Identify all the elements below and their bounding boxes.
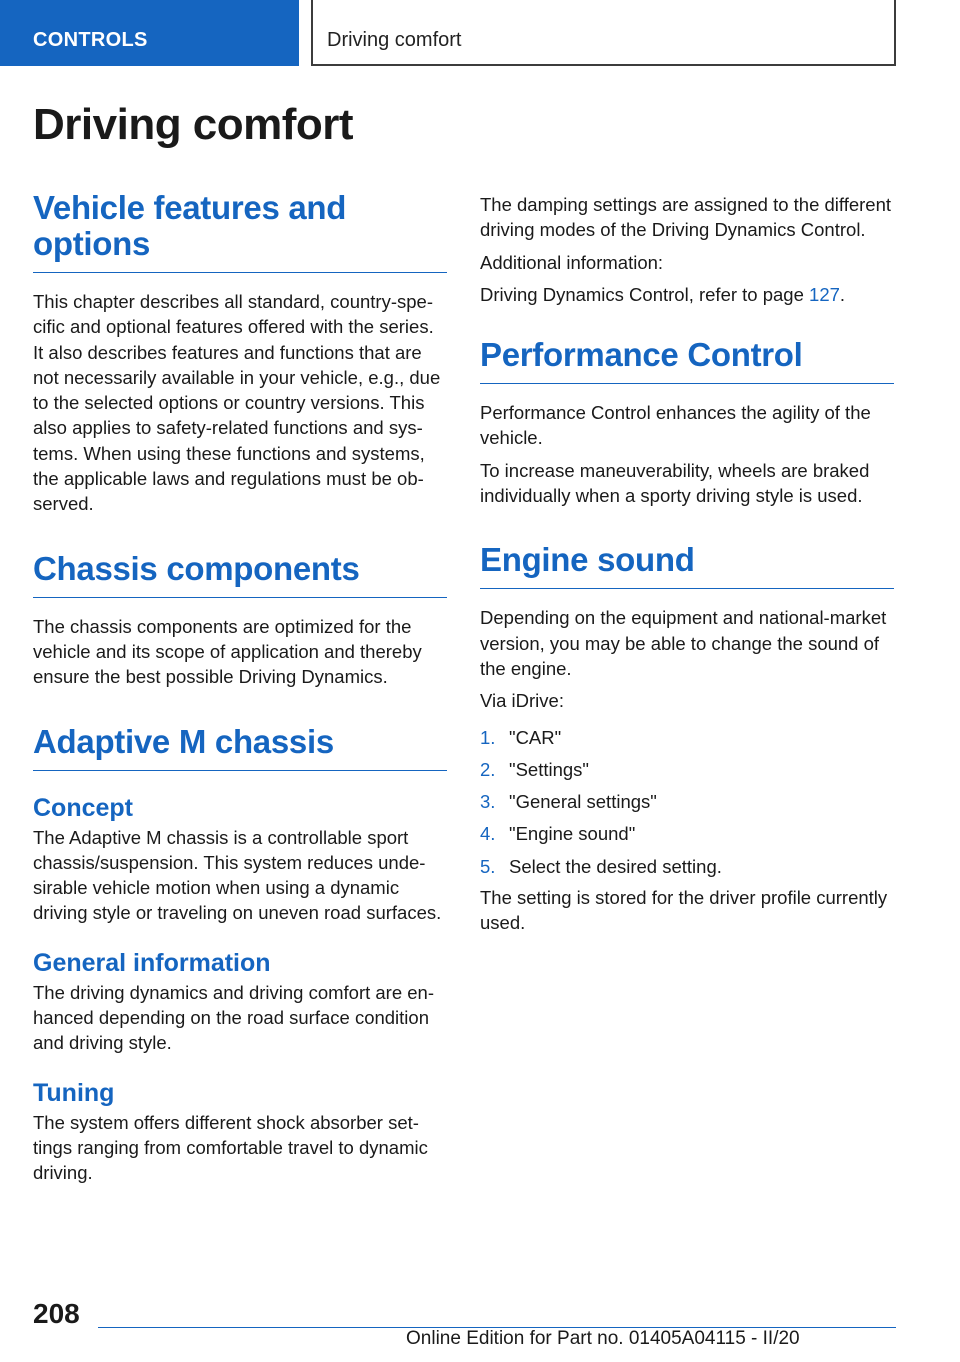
list-item [480, 851, 894, 883]
list-item [480, 722, 894, 754]
page-reference-end: . [839, 283, 846, 305]
step-text: "CAR" [509, 726, 562, 748]
chassis-components-text: The chassis components are optimized for the vehicle and its scope of application and thereby ensure the best possible Driving Dynamics. [33, 615, 422, 688]
step-text: "General settings" [509, 791, 657, 813]
step-number: 1. [480, 726, 496, 748]
section-tab [0, 0, 299, 66]
concept-text: The Adaptive M chassis is a controllable sport chassis/suspension. This system reduces undesirable vehicle motion when using a dynamic driving style or traveling on uneven road surfaces. [33, 826, 442, 924]
subheading-tuning: Tuning [33, 1078, 115, 1107]
list-item [480, 786, 894, 818]
step-number: 4. [480, 823, 496, 845]
subheading-concept: Concept [33, 793, 133, 822]
right-column [480, 192, 894, 936]
engine-sound-closing-text: The setting is stored for the driver profile currently used. [480, 887, 888, 934]
step-number: 5. [480, 855, 496, 877]
performance-control-text-2: To increase maneuverability, wheels are braked individually when a sporty driving style is used. [480, 459, 870, 507]
left-column [33, 190, 447, 1186]
heading-performance-control: Performance Control [480, 337, 894, 384]
footer-edition: Online Edition for Part no. 01405A04115 - II/20 [406, 1328, 800, 1349]
performance-control-text-1: Performance Control enhances the agility of the vehicle. [480, 402, 871, 449]
page-title: Driving comfort [33, 100, 354, 149]
general-information-text: The driving dynamics and driving comfort are enhanced depending on the road surface condition and driving style. [33, 981, 435, 1054]
list-item [480, 754, 894, 786]
heading-chassis-components: Chassis components [33, 551, 447, 598]
heading-vehicle-features [33, 190, 447, 273]
list-item [480, 818, 894, 850]
damping-text: The damping settings are assigned to the different driving modes of the Driving Dynamics Control. [480, 194, 892, 241]
engine-sound-steps [480, 722, 894, 883]
heading-vehicle-features-line2: options [33, 225, 151, 262]
step-text: "Settings" [509, 758, 589, 780]
heading-adaptive-m-chassis: Adaptive M chassis [33, 724, 447, 771]
step-text: "Engine sound" [509, 823, 636, 845]
chapter-header [311, 0, 896, 66]
via-idrive-label: Via iDrive: [480, 690, 564, 712]
additional-info-label: Additional information: [480, 251, 664, 273]
page-reference-link[interactable]: 127 [809, 283, 840, 305]
step-number: 2. [480, 758, 496, 780]
section-label: CONTROLS [33, 29, 148, 51]
page-number: 208 [33, 1298, 80, 1329]
subheading-general-information: General information [33, 948, 271, 977]
heading-vehicle-features-line1: Vehicle features and [33, 189, 347, 226]
chapter-title: Driving comfort [327, 29, 462, 51]
vehicle-features-text: This chapter describes all standard, country-specific and optional features offered with the series. It also describes features and functions that are not necessarily available in your vehicle, e.g., due to the selected options or country versions. This also applies to safety-related functions and systems. When using these functions and systems, the applicable laws and regulations must be observed. [33, 291, 441, 515]
engine-sound-text: Depending on the equipment and national-market version, you may be able to change the sound of the engine. [480, 607, 887, 679]
step-text: Select the desired setting. [509, 855, 722, 877]
step-number: 3. [480, 791, 496, 813]
page-reference [480, 282, 894, 307]
page-reference-text: Driving Dynamics Control, refer to page [480, 283, 810, 305]
heading-engine-sound: Engine sound [480, 542, 894, 589]
tuning-text: The system offers different shock absorber settings ranging from comfortable travel to dynamic driving. [33, 1111, 428, 1184]
